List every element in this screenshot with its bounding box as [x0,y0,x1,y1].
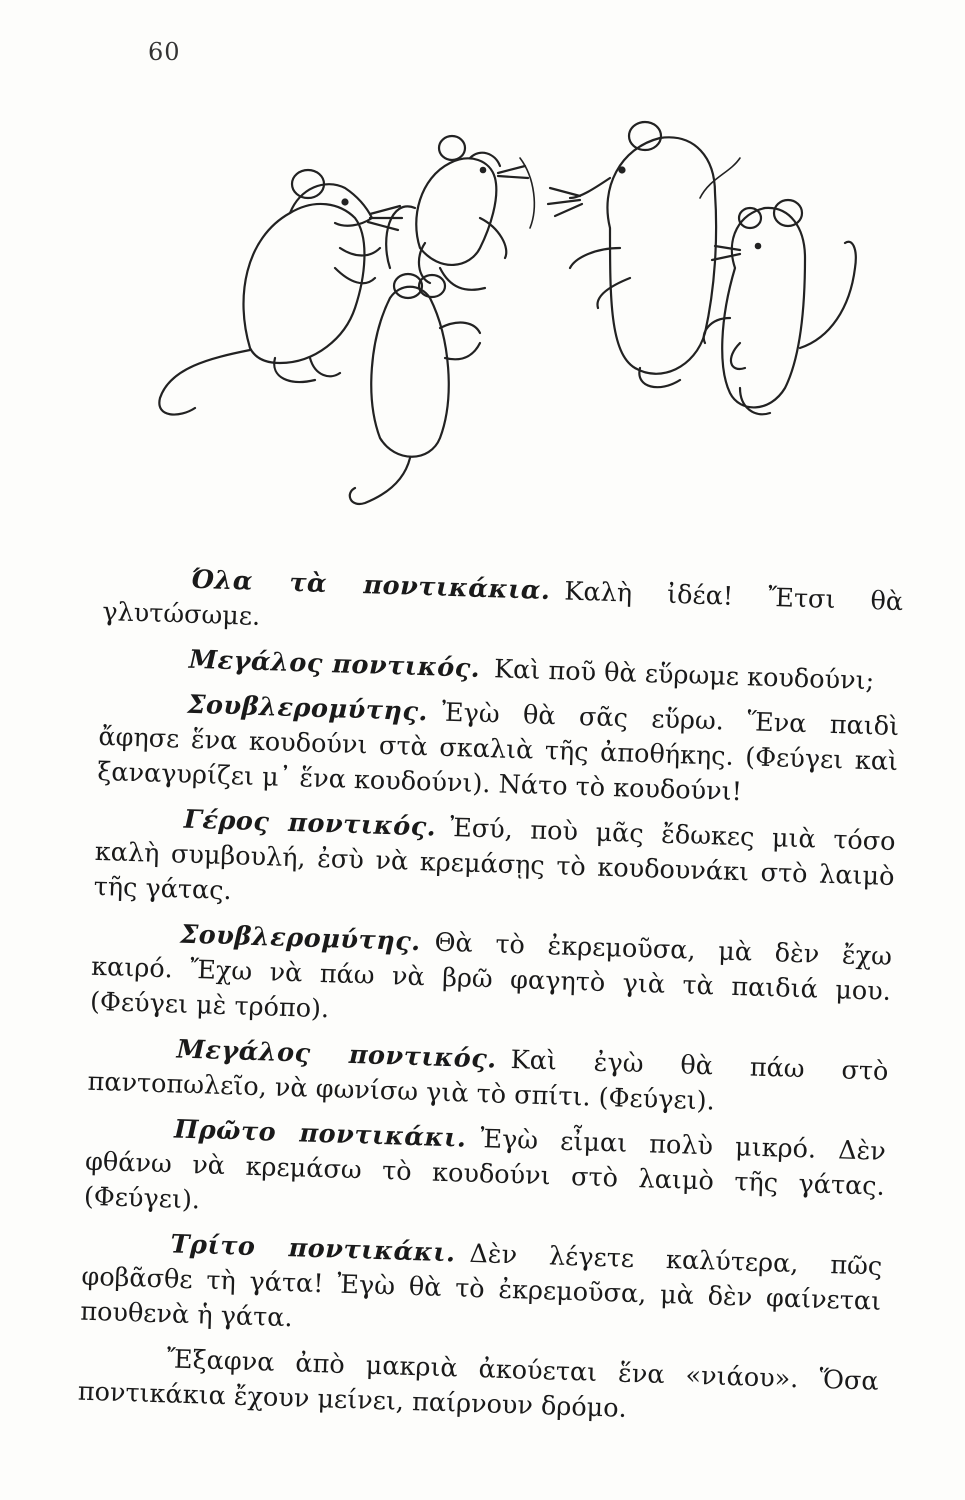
paragraph [80,1225,883,1355]
mice-illustration [140,118,860,538]
paragraph [90,915,893,1045]
dialogue-line: Καὶ ἐγὼ θὰ πάω στὸ παντοπωλεῖο, νὰ φωνίσω γιὰ τὸ σπίτι. (Φεύγει). [87,1045,889,1117]
mouse-right-small [704,200,856,414]
dialogue-line: Δὲν λέγετε καλύτερα, πῶς φοβᾶσθε τὴ γάτα! Ἐγὼ θὰ τὸ ἐκρεμοῦσα, μὰ δὲν φαίνεται πουθενὰ ἡ γάτα. [79,1238,883,1334]
dialogue-line: Καλὴ ἰδέα! Ἔτσι θὰ γλυτώσωμε. [101,576,904,632]
speaker-name: Μεγάλος ποντικός. [176,1034,498,1075]
paragraph [97,685,900,815]
mice-drawing [140,118,860,538]
speaker-name: Τρίτο ποντικάκι. [170,1229,456,1269]
mouse-right-large [548,122,716,387]
dialogue-line: Ἐσύ, ποὺ μᾶς ἔδωκες μιὰ τόσο καλὴ συμβουλή, ἐσὺ νὰ κρεμάσῃς τὸ κουδουνάκι στὸ λαιμὸ τῆς γάτας. [93,813,896,907]
page-number: 60 [148,38,181,66]
mouse-center-top [386,136,528,290]
speaker-name: Σουβλερομύτης. [179,919,422,958]
mouse-left [159,170,402,415]
paragraph [83,1110,886,1240]
dialogue-text [77,560,904,1445]
paragraph [93,800,896,930]
paragraph [102,560,904,655]
mouse-center-bottom [350,274,480,504]
paragraph [87,1030,889,1125]
speaker-name: Πρῶτο ποντικάκι. [173,1114,467,1154]
speaker-name: Μεγάλος ποντικός. [188,644,481,684]
dialogue-line: Ἐγὼ θὰ σᾶς εὕρω. Ἕνα παιδὶ ἄφησε ἕνα κουδούνι στὰ σκαλιὰ τῆς ἀποθήκης. (Φεύγει καὶ ξαναγυρίζει μ᾿ ἕνα κουδούνι). Νάτο τὸ κουδούνι! [96,697,900,808]
narration-line: Ἔξαφνα ἀπὸ μακριὰ ἀκούεται ἕνα «νιάου». Ὅσα ποντικάκια ἔχουν μείνει, παίρνουν δρόμο. [77,1344,880,1424]
speaker-name: Όλα τὰ ποντικάκια. [190,564,551,607]
dialogue-line: Ἐγὼ εἶμαι πολὺ μικρό. Δὲν φθάνω νὰ κρεμάσω τὸ κουδούνι στὸ λαιμὸ τῆς γάτας. (Φεύγει). [83,1124,887,1216]
speaker-name: Γέρος ποντικός. [183,804,437,843]
speaker-name: Σουβλερομύτης. [187,689,429,728]
paragraph [77,1340,879,1435]
dialogue-line: Θὰ τὸ ἐκρεμοῦσα, μὰ δὲν ἔχω καιρό. Ἔχω νὰ πάω νὰ βρῶ φαγητὸ γιὰ τὰ παιδιά μου. (Φεύγει μὲ τρόπο). [89,927,893,1025]
dialogue-line: Καὶ ποῦ θὰ εὕρωμε κουδούνι; [493,654,875,697]
